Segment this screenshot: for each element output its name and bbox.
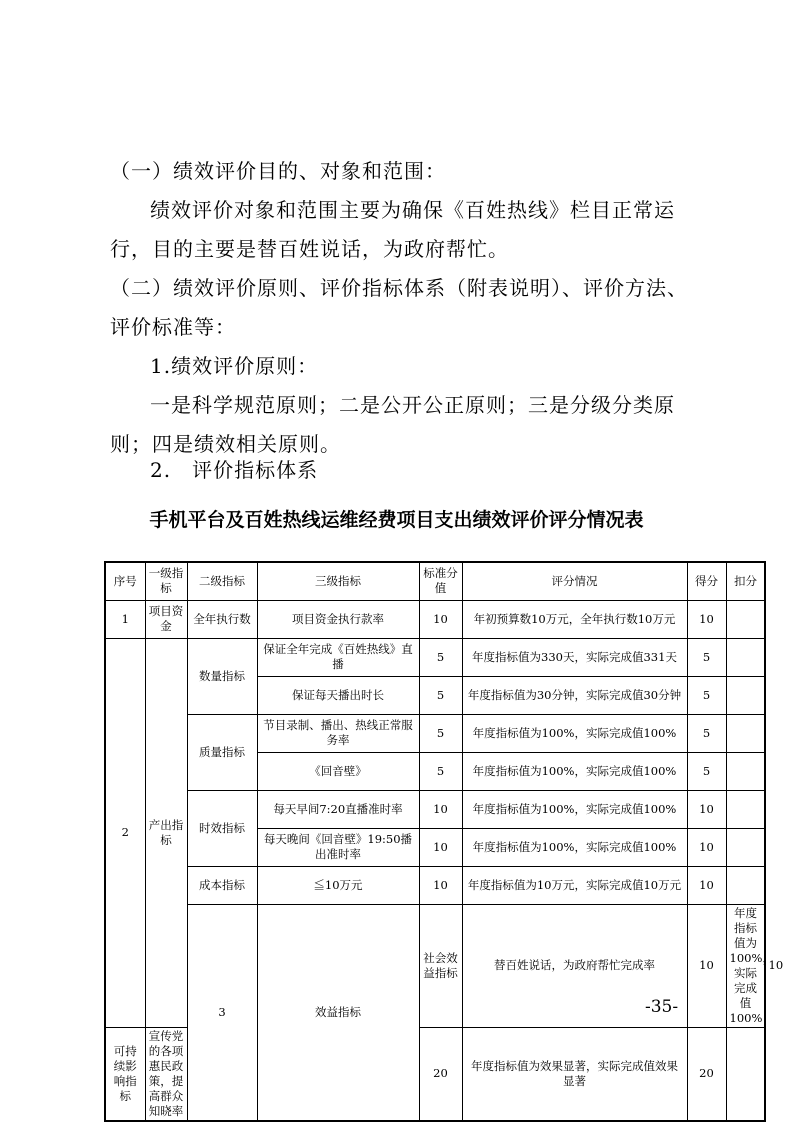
cell-score: 5 [687,752,726,790]
cell-level3: 保证全年完成《百姓热线》直播 [257,638,419,676]
cell-standard: 5 [419,714,462,752]
subheading-principles: 1.绩效评价原则： [150,354,319,378]
header-detail: 评分情况 [462,562,687,600]
cell-score: 5 [687,714,726,752]
cell-score: 5 [687,638,726,676]
table-row [105,790,765,828]
table-row: 3 效益指标 社会效益指标 替百姓说话，为政府帮忙完成率 10 年度指标值为100%，实际完成值100% 10 [105,904,765,1027]
evaluation-table [104,561,784,1122]
cell-score: 10 [687,600,726,638]
cell-detail: 年度指标值为100%，实际完成值100% [462,828,687,866]
header-score: 得分 [687,562,726,600]
cell-deduct [726,676,765,714]
cell-seq: 3 [187,904,257,1121]
cell-standard: 10 [419,790,462,828]
cell-score: 10 [687,828,726,866]
cell-level3: 节目录制、播出、热线正常服务率 [257,714,419,752]
cell-level2: 成本指标 [187,866,257,904]
cell-deduct [726,714,765,752]
cell-standard: 5 [419,638,462,676]
cell-level2: 质量指标 [187,714,257,790]
cell-level3: ≦10万元 [257,866,419,904]
cell-detail: 年度指标值为100%，实际完成值100% [462,790,687,828]
cell-level3: 保证每天播出时长 [257,676,419,714]
cell-level1: 项目资金 [145,600,187,638]
cell-level2: 全年执行数 [187,600,257,638]
cell-level2: 社会效益指标 [419,904,462,1027]
header-level1: 一级指标 [145,562,187,600]
cell-level3: 宣传党的各项惠民政策，提高群众知晓率 [145,1027,187,1121]
cell-deduct [726,790,765,828]
cell-standard: 5 [419,752,462,790]
cell-standard: 20 [419,1027,462,1121]
header-level3: 三级指标 [257,562,419,600]
cell-level1: 产出指标 [145,638,187,1027]
cell-standard: 10 [419,600,462,638]
cell-level3: 替百姓说话，为政府帮忙完成率 [462,904,687,1027]
section-heading-2: （二）绩效评价原则、评价指标体系（附表说明）、评价方法、评价标准等： [110,276,688,339]
cell-standard: 5 [419,676,462,714]
cell-detail: 年度指标值为10万元，实际完成值10万元 [462,866,687,904]
header-level2: 二级指标 [187,562,257,600]
cell-score: 10 [687,866,726,904]
section-heading-1: （一）绩效评价目的、对象和范围： [110,159,446,183]
table-row [105,714,765,752]
cell-seq: 1 [105,600,145,638]
header-standard: 标准分值 [419,562,462,600]
cell-detail: 年度指标值为30分钟，实际完成值30分钟 [462,676,687,714]
cell-level3: 每天早间7:20直播准时率 [257,790,419,828]
cell-level1: 效益指标 [257,904,419,1121]
cell-deduct [726,828,765,866]
cell-detail: 年度指标值为100%，实际完成值100% [462,752,687,790]
cell-standard: 10 [687,904,726,1027]
cell-deduct [726,752,765,790]
cell-level2: 数量指标 [187,638,257,714]
table-row [105,600,765,638]
cell-level3: 《回音壁》 [257,752,419,790]
cell-detail: 年度指标值为330天，实际完成值331天 [462,638,687,676]
page-number: -35- [645,997,679,1017]
header-row [105,562,765,600]
paragraph-principles: 一是科学规范原则；二是公开公正原则；三是分级分类原则；四是绩效相关原则。 [110,393,675,456]
cell-seq: 2 [105,638,145,1027]
cell-deduct [726,1027,765,1121]
cell-detail: 年度指标值为100%，实际完成值100% [462,714,687,752]
paragraph-scope: 绩效评价对象和范围主要为确保《百姓热线》栏目正常运行，目的主要是替百姓说话，为政府帮忙。 [110,198,675,261]
cell-score: 10 [687,790,726,828]
cell-level3: 每天晚间《回音壁》19:50播出准时率 [257,828,419,866]
cell-detail: 年初预算数10万元，全年执行数10万元 [462,600,687,638]
cell-standard: 10 [419,866,462,904]
cell-deduct [726,866,765,904]
table-title: 手机平台及百姓热线运维经费项目支出绩效评价评分情况表 [149,509,644,531]
cell-deduct [726,600,765,638]
table-row [105,866,765,904]
cell-score: 20 [687,1027,726,1121]
table-row [105,638,765,676]
cell-score: 5 [687,676,726,714]
cell-level2: 可持续影响指标 [105,1027,145,1121]
cell-standard: 10 [419,828,462,866]
cell-deduct [726,638,765,676]
cell-level3: 项目资金执行款率 [257,600,419,638]
subheading-indicators: 2. 评价指标体系 [150,458,319,482]
header-deduct: 扣分 [726,562,765,600]
header-seq: 序号 [105,562,145,600]
cell-level2: 时效指标 [187,790,257,866]
cell-detail: 年度指标值为效果显著，实际完成值效果显著 [462,1027,687,1121]
cell-detail: 年度指标值为100%，实际完成值100% [726,904,765,1027]
